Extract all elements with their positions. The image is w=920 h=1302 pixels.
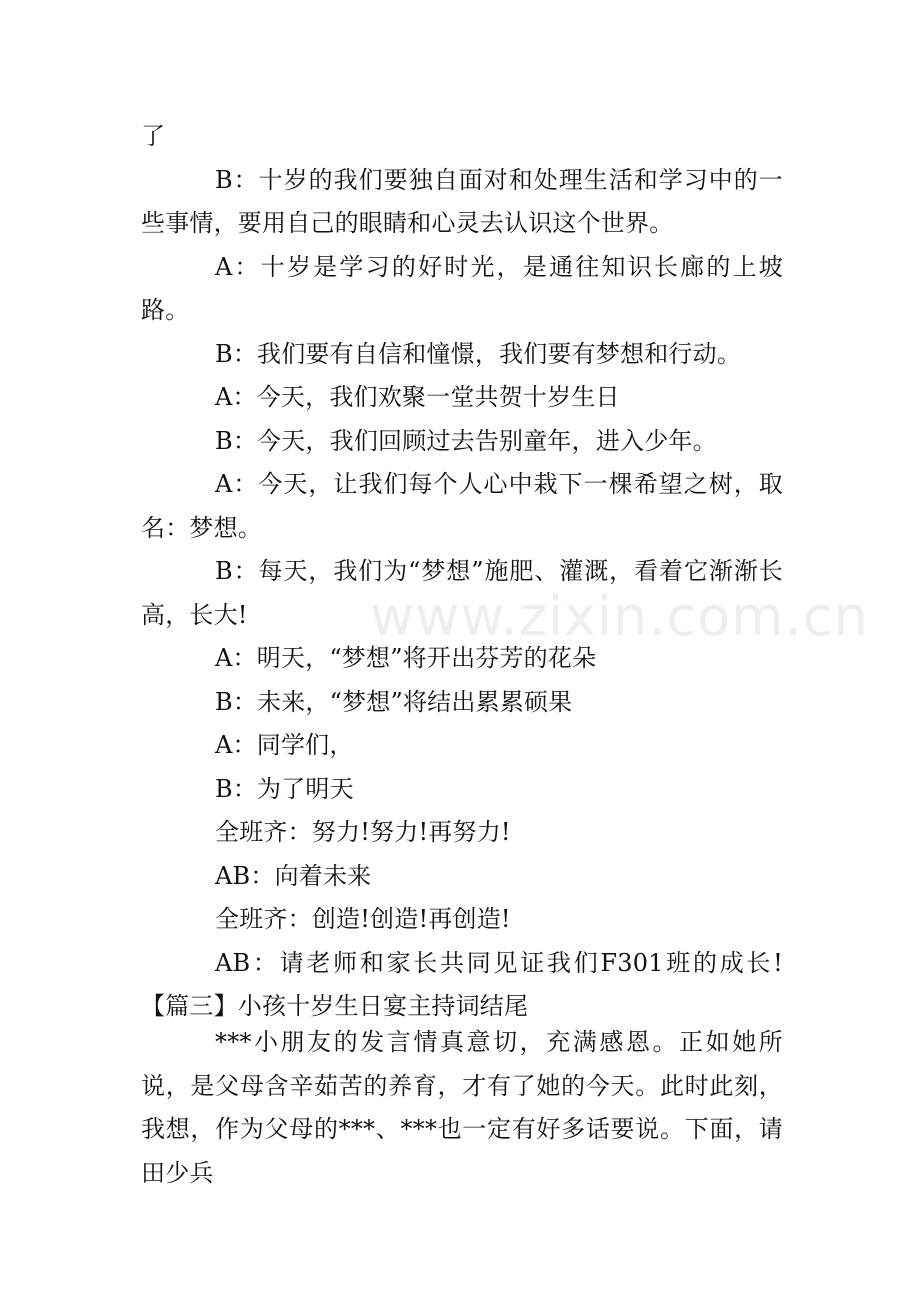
paragraph: 全班齐：创造!创造!再创造!	[215, 905, 511, 933]
paragraph: B：未来，“梦想”将结出累累硕果	[215, 687, 573, 716]
site-watermark: www.zixin.com.cn	[370, 585, 869, 648]
paragraph: A：今天，让我们每个人心中栽下一棵希望之树，取名：梦想。	[141, 470, 783, 542]
script-dialogue-block	[141, 115, 783, 1029]
paragraph: A：明天，“梦想”将开出芬芳的花朵	[215, 644, 597, 672]
paragraph: A：同学们，	[215, 731, 354, 759]
paragraph: ***小朋友的发言情真意切，充满感恩。正如她所说，是父母含辛茹苦的养育，才有了她的今天。此时此刻，我想，作为父母的***、***也一定有好多话要说。下面，请田少兵	[141, 1028, 783, 1187]
paragraph: B：今天，我们回顾过去告别童年，进入少年。	[215, 426, 717, 455]
paragraph: B：为了明天	[215, 774, 354, 803]
paragraph: AB：向着未来	[215, 861, 372, 890]
paragraph: 了	[141, 122, 166, 150]
paragraph: B：十岁的我们要独自面对和处理生活和学习中的一些事情，要用自己的眼睛和心灵去认识这个世界。	[141, 165, 783, 237]
paragraph: B：每天，我们为“梦想”施肥、灌溉，看着它渐渐长高，长大!	[141, 557, 783, 629]
paragraph: B：我们要有自信和憧憬，我们要有梦想和行动。	[215, 339, 742, 368]
paragraph: A：十岁是学习的好时光，是通往知识长廊的上坡路。	[141, 252, 783, 324]
paragraph: AB：请老师和家长共同见证我们F301班的成长!【篇三】小孩十岁生日宴主持词结尾	[141, 948, 783, 1020]
closing-speech-block	[141, 1021, 783, 1195]
paragraph: A：今天，我们欢聚一堂共贺十岁生日	[215, 383, 620, 411]
paragraph: 全班齐：努力!努力!再努力!	[215, 818, 511, 846]
